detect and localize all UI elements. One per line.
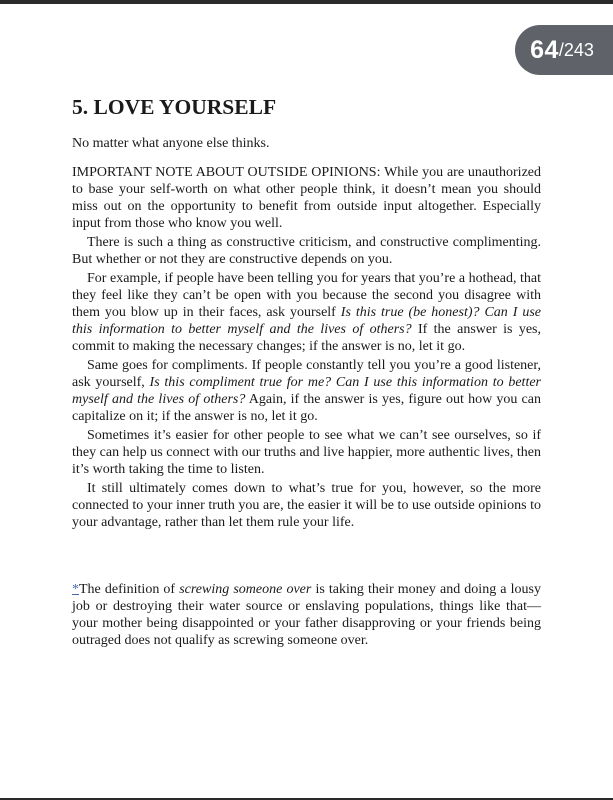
chapter-subtitle: No matter what anyone else thinks. [72,136,270,151]
page-separator: / [558,39,564,60]
paragraph-compliments-conclusion: Again, if the answer is yes, figure out how you can capitalize on it; if the answer is no, let it go. [72,392,541,424]
page-content [72,92,541,531]
paragraph-compliments [72,357,541,425]
total-pages: 243 [563,39,594,60]
top-border [0,0,613,4]
paragraph-compliments-question: Is this compliment true for me? Can I use this information to better myself and the lives of others? [72,375,541,407]
paragraph-ultimately: It still ultimately comes down to what’s true for you, however, so the more connected to your inner truth you are, the easier it will be to use outside opinions to your advantage, rather than let them rule your life. [72,481,541,530]
current-page-number: 64 [530,35,559,64]
footnote-term: screwing someone over [179,582,312,597]
footnote-text-end: is taking their money and doing a lousy job or destroying their water source or enslaving populations, things like that—your mother being disappointed or your father disapproving or your friends being outraged does not qualify as screwing someone over. [72,582,541,648]
paragraph-compliments-text: Same goes for compliments. If people constantly tell you you’re a good listener, ask yourself, [72,358,541,390]
footnote [72,581,541,649]
paragraph-example-question: Is this true (be honest)? Can I use this information to better myself and the lives of others? [72,305,541,337]
footnote-marker-link[interactable]: * [72,582,79,597]
paragraph-example-text: For example, if people have been telling you for years that you’re a hothead, that they feel like they can’t be open with you because the second you disagree with them you blow up in their faces, ask yourself [72,271,541,320]
chapter-title: 5. LOVE YOURSELF [72,95,277,119]
footnote-text [72,581,541,649]
page-counter-badge [515,25,613,75]
paragraph-example-conclusion: If the answer is yes, commit to making the necessary changes; if the answer is no, let it go. [72,322,541,354]
important-note-paragraph: IMPORTANT NOTE ABOUT OUTSIDE OPINIONS: While you are unauthorized to base your self-worth on what other people think, it doesn’t mean you should miss out on the opportunity to benefit from outside input altogether. Especially input from those who know you well. [72,165,541,231]
footnote-text-start: The definition of [79,582,180,597]
paragraph-sometimes: Sometimes it’s easier for other people to see what we can’t see ourselves, so if they can help us connect with our truths and live happier, more authentic lives, then it’s worth taking the time to listen. [72,428,541,477]
paragraph-constructive: There is such a thing as constructive criticism, and constructive complimenting. But whether or not they are constructive depends on you. [72,235,541,267]
paragraph-example [72,270,541,355]
